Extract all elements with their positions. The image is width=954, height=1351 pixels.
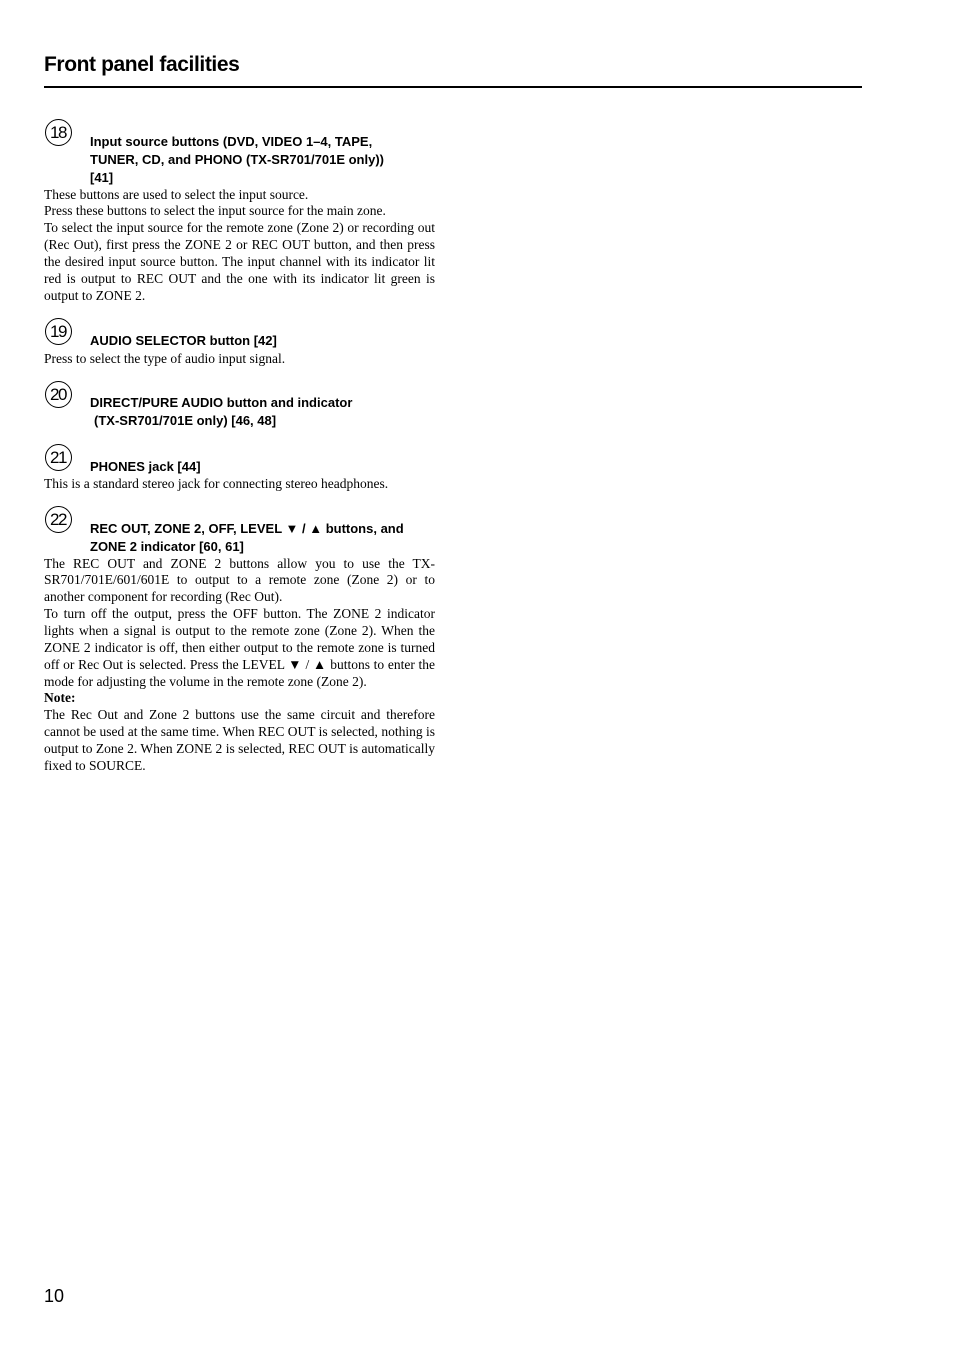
- note-text: The Rec Out and Zone 2 buttons use the same circuit and therefore cannot be used at the same time. When REC OUT is selected, nothing is output to Zone 2. When ZONE 2 is selected, REC OUT is automatically fixed to SOURCE.: [44, 707, 435, 773]
- item-21-heading-line: PHONES jack [44]: [90, 459, 201, 474]
- item-18-paragraph: These buttons are used to select the input source.: [44, 186, 309, 202]
- item-20-number-circle: 20: [45, 381, 72, 408]
- item-21-heading: [90, 458, 470, 476]
- item-22-number-circle: 22: [45, 506, 72, 533]
- item-20-heading: [90, 394, 470, 430]
- item-18-heading-line: TUNER, CD, and PHONO (TX-SR701/701E only)): [90, 152, 384, 167]
- item-18-body: [44, 187, 435, 305]
- item-21-body: [44, 476, 435, 493]
- item-18-paragraph: To select the input source for the remote zone (Zone 2) or recording out (Rec Out), first press the ZONE 2 or REC OUT button, and then press the desired input source button. The input channel with its indicator lit red is output to REC OUT and the one with its indicator lit green is output to ZONE 2.: [44, 220, 435, 303]
- item-22-paragraph: The REC OUT and ZONE 2 buttons allow you to use the TX-SR701/701E/601/601E to output to a remote zone (Zone 2) or to another component for recording (Rec Out).: [44, 555, 435, 605]
- item-19-heading-line: AUDIO SELECTOR button [42]: [90, 333, 277, 348]
- item-18-number-circle: 18: [45, 119, 72, 146]
- item-18-heading: [90, 133, 470, 187]
- item-22-heading-line: ZONE 2 indicator [60, 61]: [90, 539, 244, 554]
- item-18-heading-line: Input source buttons (DVD, VIDEO 1–4, TAPE,: [90, 134, 373, 149]
- item-18-heading-line: [41]: [90, 170, 114, 185]
- item-22-paragraph: To turn off the output, press the OFF button. The ZONE 2 indicator lights when a signal is output to the remote zone (Zone 2). When the ZONE 2 indicator is off, then either output to the remote zone is turned off or Rec Out is selected. Press the LEVEL ▼ / ▲ buttons to enter the mode for adjusting the volume in the remote zone (Zone 2).: [44, 606, 435, 689]
- item-18-paragraph: Press these buttons to select the input source for the main zone.: [44, 203, 386, 219]
- note-label: Note:: [44, 690, 76, 706]
- item-21-paragraph: This is a standard stereo jack for connecting stereo headphones.: [44, 475, 389, 491]
- item-19-body: [44, 351, 435, 368]
- item-20-heading-line: DIRECT/PURE AUDIO button and indicator: [90, 395, 353, 410]
- item-20-heading-line: (TX-SR701/701E only) [46, 48]: [94, 413, 277, 428]
- item-22-body: [44, 556, 435, 775]
- item-19-heading: [90, 332, 470, 350]
- title-divider: [44, 86, 862, 88]
- page-number: 10: [44, 1286, 65, 1306]
- item-19-number-circle: 19: [45, 318, 72, 345]
- item-22-heading: [90, 520, 470, 556]
- page-title: Front panel facilities: [44, 53, 240, 76]
- item-19-paragraph: Press to select the type of audio input signal.: [44, 350, 286, 366]
- item-21-number-circle: 21: [45, 444, 72, 471]
- item-22-heading-line: REC OUT, ZONE 2, OFF, LEVEL ▼ / ▲ buttons, and: [90, 521, 404, 536]
